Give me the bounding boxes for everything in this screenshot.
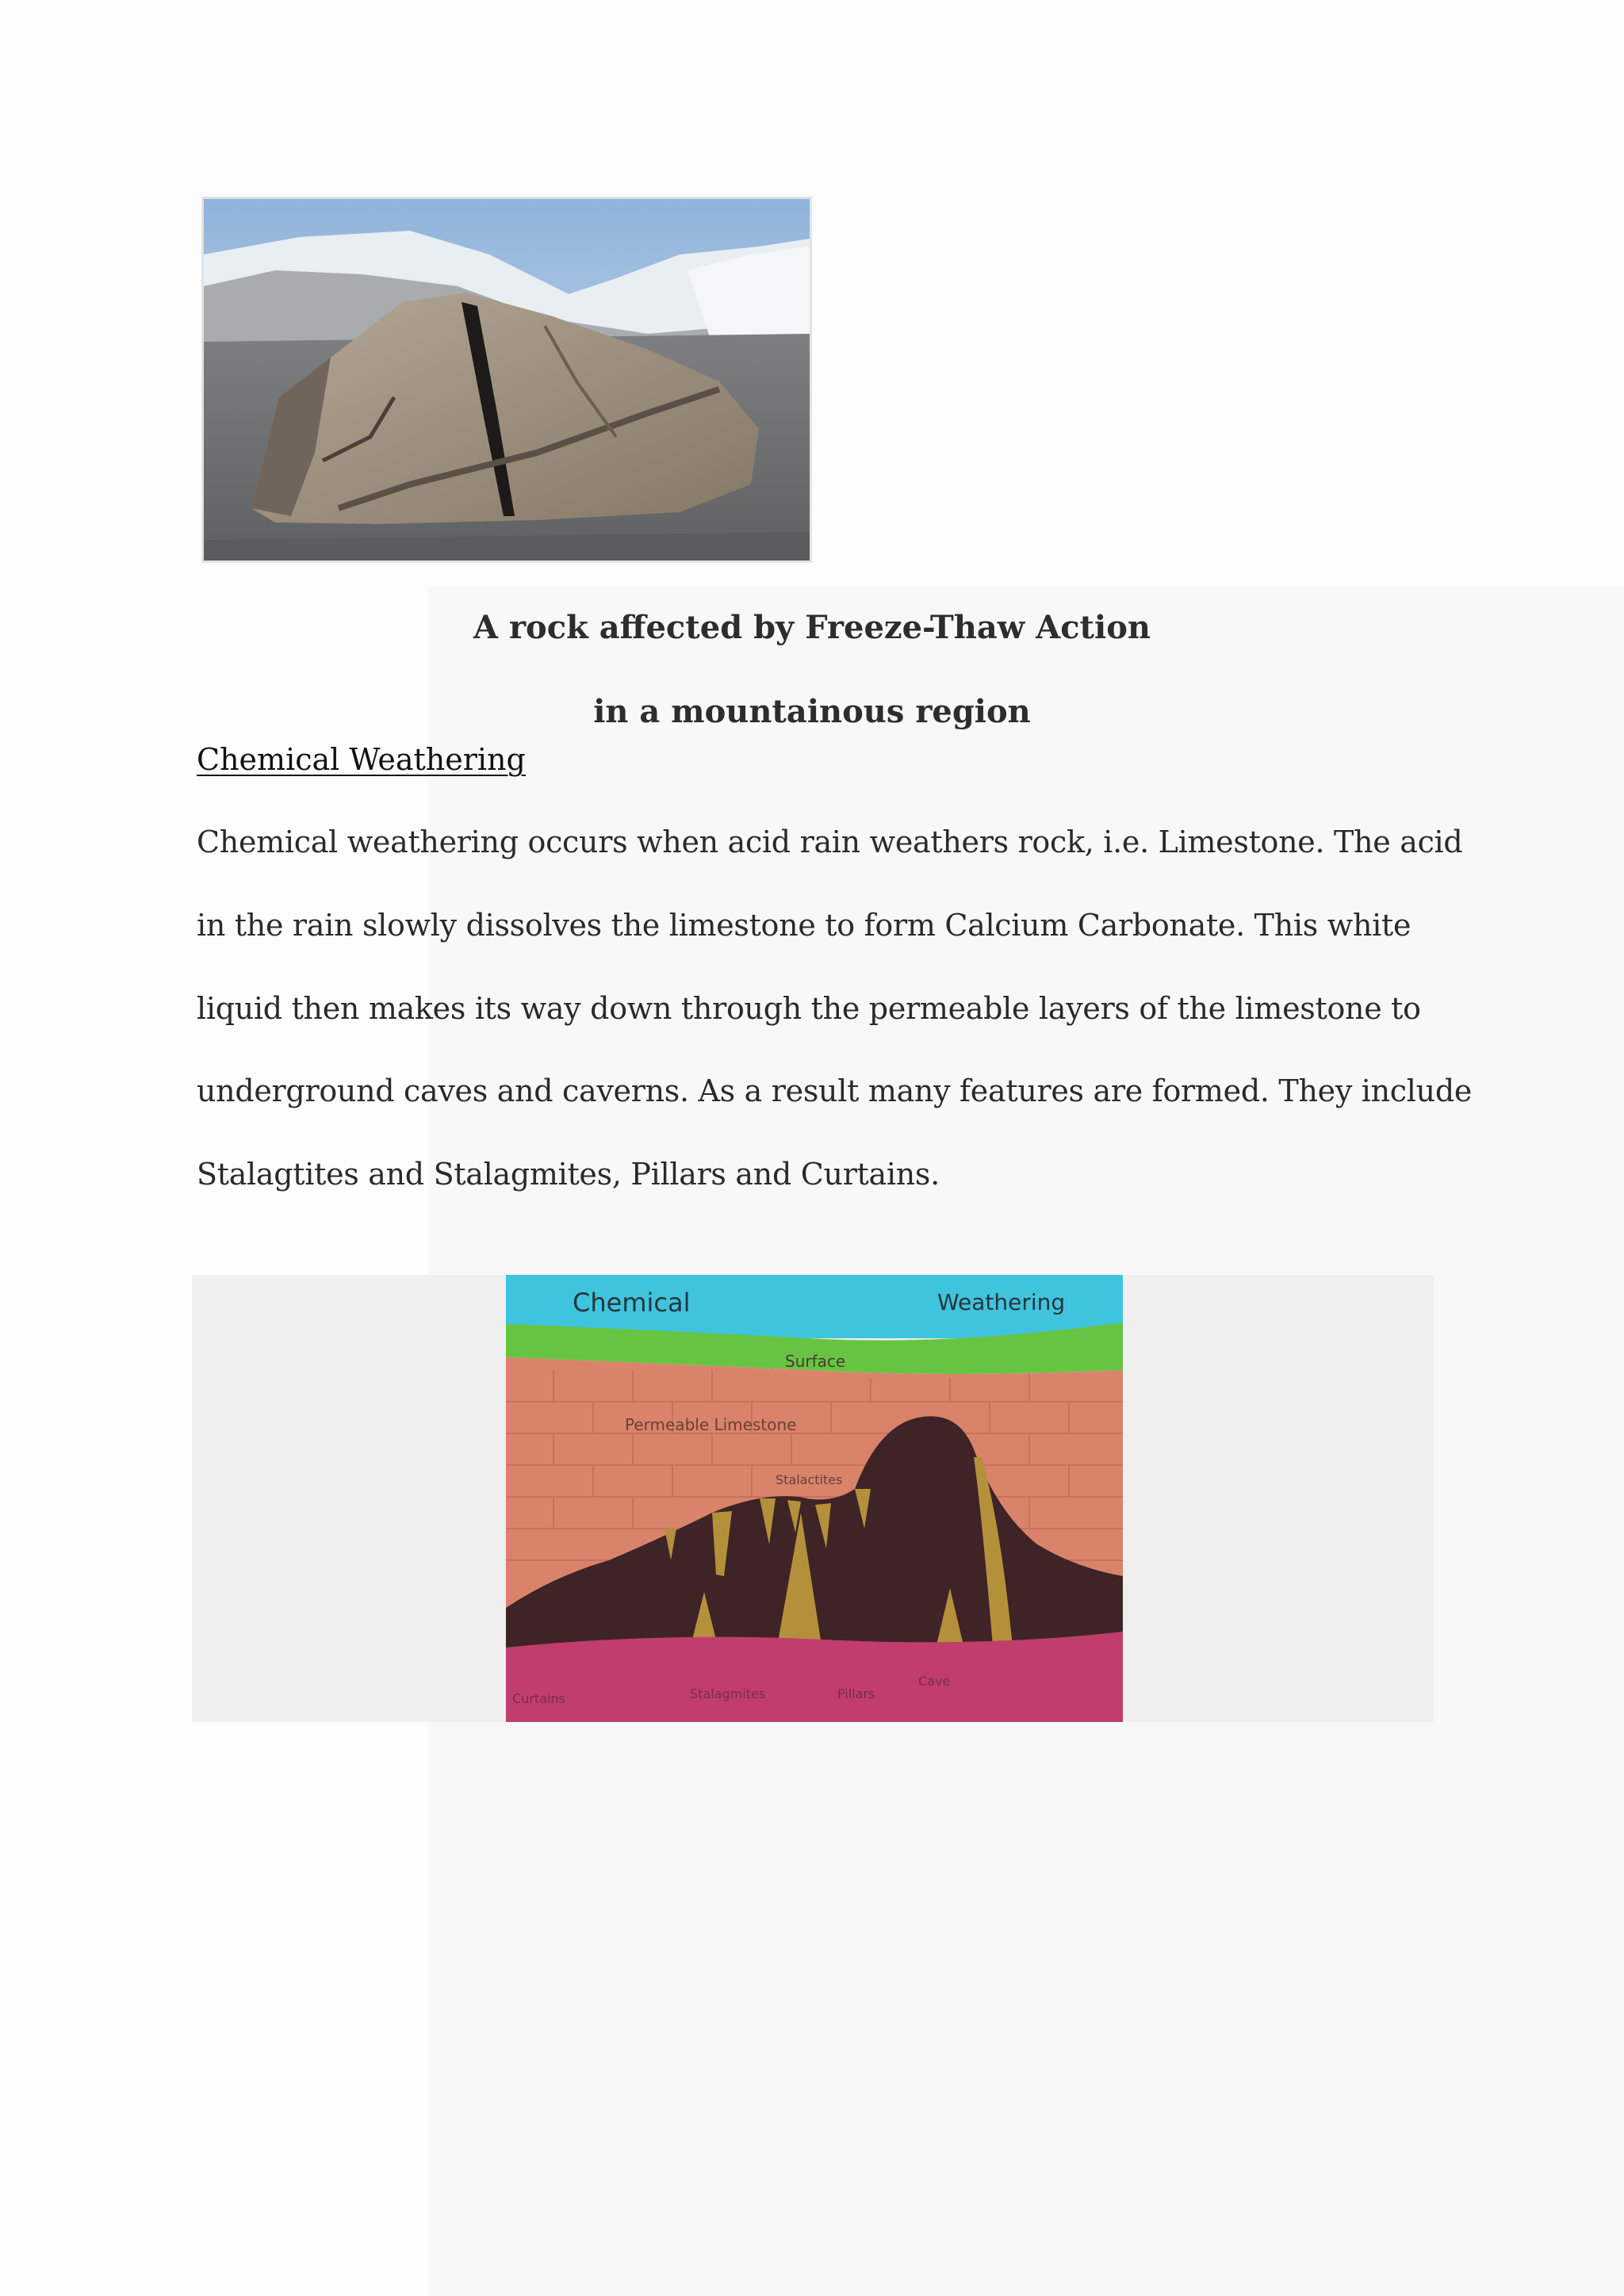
- diagram-label-stalagmites: Stalagmites: [690, 1686, 766, 1701]
- body-text-line: underground caves and caverns. As a result many features are formed. They include: [197, 1073, 1473, 1108]
- diagram-title-right: Weathering: [937, 1289, 1066, 1315]
- diagram-label-cave: Cave: [918, 1674, 951, 1689]
- body-text-line: Chemical weathering occurs when acid rain weathers rock, i.e. Limestone. The acid: [197, 825, 1463, 859]
- freeze-thaw-rock-photo: [201, 197, 812, 563]
- chemical-weathering-diagram: [506, 1275, 1123, 1722]
- diagram-label-pillars: Pillars: [837, 1686, 875, 1701]
- body-text-line: in the rain slowly dissolves the limestone to form Calcium Carbonate. This white: [197, 908, 1411, 943]
- photo-caption-line-2: in a mountainous region: [593, 693, 1031, 730]
- diagram-label-limestone: Permeable Limestone: [625, 1415, 797, 1434]
- diagram-label-curtains: Curtains: [512, 1691, 565, 1706]
- diagram-title-left: Chemical: [573, 1288, 691, 1318]
- body-text-line: liquid then makes its way down through the permeable layers of the limestone to: [197, 991, 1421, 1026]
- photo-caption-line-1: A rock affected by Freeze-Thaw Action: [473, 609, 1151, 646]
- diagram-label-stalactites: Stalactites: [776, 1472, 843, 1487]
- body-text-line: Stalagtites and Stalagmites, Pillars and Curtains.: [197, 1157, 940, 1192]
- diagram-floor: [506, 1632, 1123, 1722]
- diagram-label-surface: Surface: [785, 1352, 846, 1371]
- section-heading: Chemical Weathering: [197, 742, 526, 777]
